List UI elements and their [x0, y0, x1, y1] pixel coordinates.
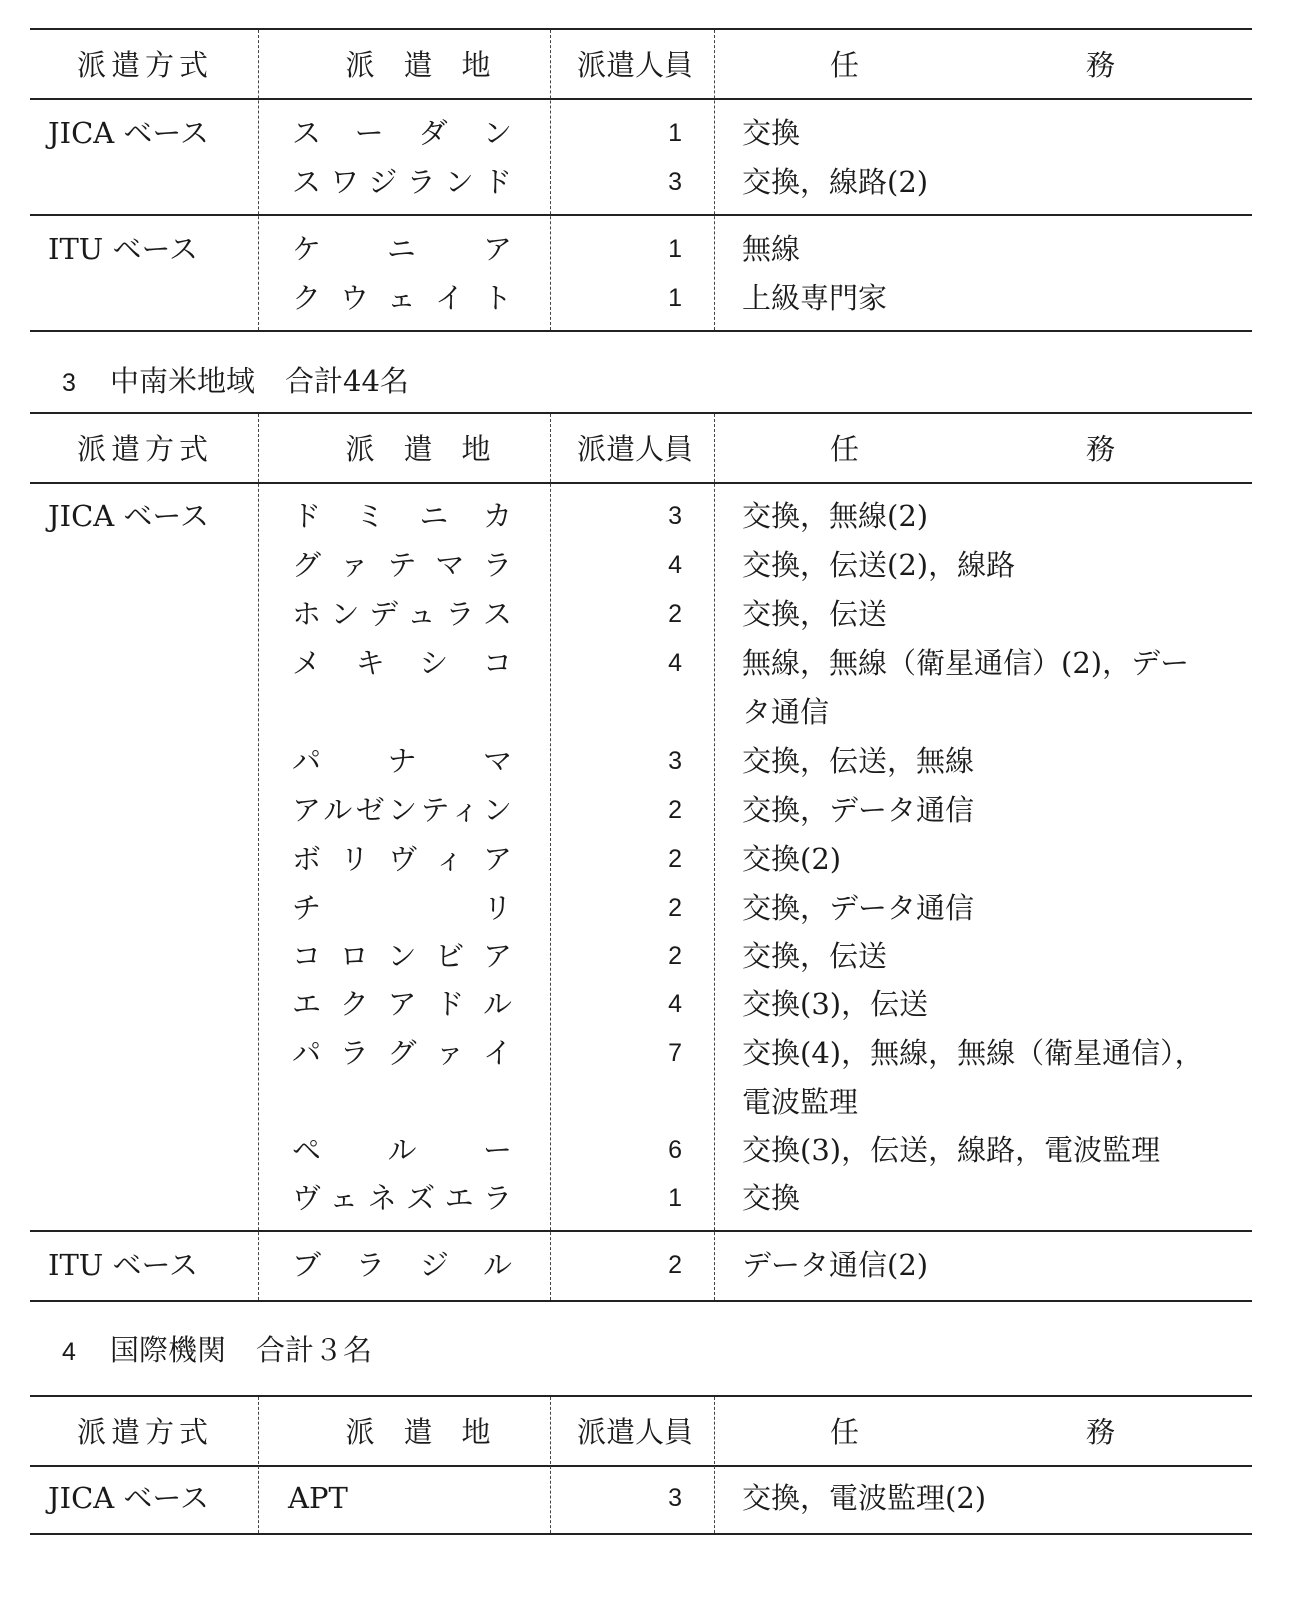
table-row [30, 1248, 1252, 1297]
section-heading-3: 3 中南米地域 合計44名 [62, 364, 409, 398]
duty-cell: 交換，データ通信 [742, 793, 975, 827]
duty-cell: 交換，電波監理(2) [742, 1481, 987, 1515]
duty-cell: 交換 [742, 1181, 801, 1215]
personnel-cell: 2 [668, 942, 682, 970]
table-row [30, 842, 1252, 891]
method-cell: JICA ベース [48, 1481, 209, 1515]
destination-cell: エクアドル [292, 987, 512, 1021]
table-section-3: 派遣方式 派 遣 地 派遣人員 任 務 JICA ベース ドミニカ 3 交換，無線(2) グァテマラ 4 交換，伝送(2)，線路 ホンデュラス 2 交換，伝送 メキシコ 4 無線，無線（衛星通信）(2)，デー タ通信 パナマ 3 交換，伝送，無線 アルゼンティン 2 交換，データ通信 ボリヴィア 2 交換(2) チリ 2 交換，データ通信 コロンビア 2 交換，伝送 エクアドル 4 交換(3)，伝送 パラグァイ 7 交換(4)，無線，無線（衛星通信）， 電波監理 ペルー 6 交換(3)，伝送，線路，電波監理 ヴェネズエラ 1 交換 ITU ベース ブラジル 2 データ通信(2) [30, 412, 1252, 1304]
duty-cell: 交換(2) [742, 842, 842, 876]
duty-cell: 交換(4)，無線，無線（衛星通信）， [742, 1036, 1204, 1070]
destination-cell: APT [288, 1481, 348, 1515]
table-section-4: 派遣方式 派 遣 地 派遣人員 任 務 JICA ベース APT 3 交換，電波監理(2) [30, 1395, 1252, 1539]
destination-cell: ケニア [292, 232, 512, 266]
duty-cell: 交換(3)，伝送 [742, 987, 929, 1021]
personnel-cell: 2 [668, 1251, 682, 1279]
header-method: 派遣方式 [76, 48, 213, 82]
header-personnel: 派遣人員 [576, 1415, 693, 1449]
duty-cell: 交換，伝送，無線 [742, 744, 975, 778]
header-method: 派遣方式 [76, 1415, 213, 1449]
destination-cell: グァテマラ [292, 548, 512, 582]
header-personnel: 派遣人員 [576, 432, 693, 466]
duty-cell: 交換，無線(2) [742, 499, 929, 533]
personnel-cell: 4 [668, 990, 682, 1018]
personnel-cell: 3 [668, 1484, 682, 1512]
table-row [30, 1481, 1252, 1530]
destination-cell: アルゼンティン [292, 793, 512, 827]
personnel-cell: 2 [668, 796, 682, 824]
duty-cell: 交換，データ通信 [742, 891, 975, 925]
personnel-cell: 2 [668, 600, 682, 628]
table-row [30, 165, 1252, 214]
personnel-cell: 4 [668, 649, 682, 677]
personnel-cell: 3 [668, 502, 682, 530]
table-top: 派遣方式 派 遣 地 派遣人員 任 務 JICA ベース スーダン 1 交換 スワジランド 3 交換，線路(2) ITU ベース ケニア 1 無線 クウェイト 1 上級専門家 [30, 28, 1252, 336]
duty-cell: 交換，線路(2) [742, 165, 929, 199]
destination-cell: ドミニカ [292, 499, 512, 533]
personnel-cell: 1 [668, 235, 682, 263]
table-row [30, 281, 1252, 330]
header-method: 派遣方式 [76, 432, 213, 466]
table-row [30, 548, 1252, 597]
destination-cell: スーダン [292, 116, 512, 150]
duty-cell: 交換，伝送 [742, 939, 888, 973]
table-row [30, 232, 1252, 281]
header-destination: 派 遣 地 [345, 432, 491, 466]
duty-cell-continuation: 電波監理 [742, 1085, 859, 1119]
method-cell: JICA ベース [48, 116, 209, 150]
method-cell: ITU ベース [48, 1248, 199, 1282]
table-row [30, 744, 1252, 793]
personnel-cell: 2 [668, 845, 682, 873]
table-row [30, 1036, 1252, 1119]
table-row [30, 793, 1252, 842]
table-row [30, 646, 1252, 729]
duty-cell: 交換(3)，伝送，線路，電波監理 [742, 1133, 1161, 1167]
destination-cell: ブラジル [292, 1248, 512, 1282]
personnel-cell: 7 [668, 1039, 682, 1067]
table-row [30, 499, 1252, 548]
personnel-cell: 1 [668, 284, 682, 312]
personnel-cell: 2 [668, 894, 682, 922]
personnel-cell: 3 [668, 168, 682, 196]
personnel-cell: 1 [668, 119, 682, 147]
personnel-cell: 6 [668, 1136, 682, 1164]
personnel-cell: 3 [668, 747, 682, 775]
table-row [30, 597, 1252, 646]
destination-cell: ホンデュラス [292, 597, 512, 631]
duty-cell: 上級専門家 [742, 281, 888, 315]
header-destination: 派 遣 地 [345, 48, 491, 82]
duty-cell: 交換 [742, 116, 801, 150]
duty-cell: データ通信(2) [742, 1248, 929, 1282]
duty-cell: 交換，伝送 [742, 597, 888, 631]
personnel-cell: 4 [668, 551, 682, 579]
destination-cell: ボリヴィア [292, 842, 512, 876]
duty-cell: 交換，伝送(2)，線路 [742, 548, 1016, 582]
destination-cell: ペルー [292, 1133, 512, 1167]
personnel-cell: 1 [668, 1184, 682, 1212]
destination-cell: パナマ [292, 744, 512, 778]
destination-cell: ヴェネズエラ [292, 1181, 512, 1215]
header-destination: 派 遣 地 [345, 1415, 491, 1449]
section-heading-4: 4 国際機関 合計３名 [62, 1333, 373, 1367]
duty-cell-continuation: タ通信 [742, 695, 830, 729]
method-cell: ITU ベース [48, 232, 199, 266]
destination-cell: コロンビア [292, 939, 512, 973]
table-row [30, 939, 1252, 988]
method-cell: JICA ベース [48, 499, 209, 533]
table-row [30, 1181, 1252, 1230]
table-row [30, 1133, 1252, 1182]
destination-cell: スワジランド [292, 165, 512, 199]
duty-cell: 無線，無線（衛星通信）(2)，デー [742, 646, 1190, 680]
destination-cell: メキシコ [292, 646, 512, 680]
destination-cell: チリ [292, 891, 512, 925]
destination-cell: パラグァイ [292, 1036, 512, 1070]
duty-cell: 無線 [742, 232, 801, 266]
table-row [30, 891, 1252, 940]
header-personnel: 派遣人員 [576, 48, 693, 82]
table-row [30, 987, 1252, 1036]
table-row [30, 116, 1252, 165]
destination-cell: クウェイト [292, 281, 512, 315]
